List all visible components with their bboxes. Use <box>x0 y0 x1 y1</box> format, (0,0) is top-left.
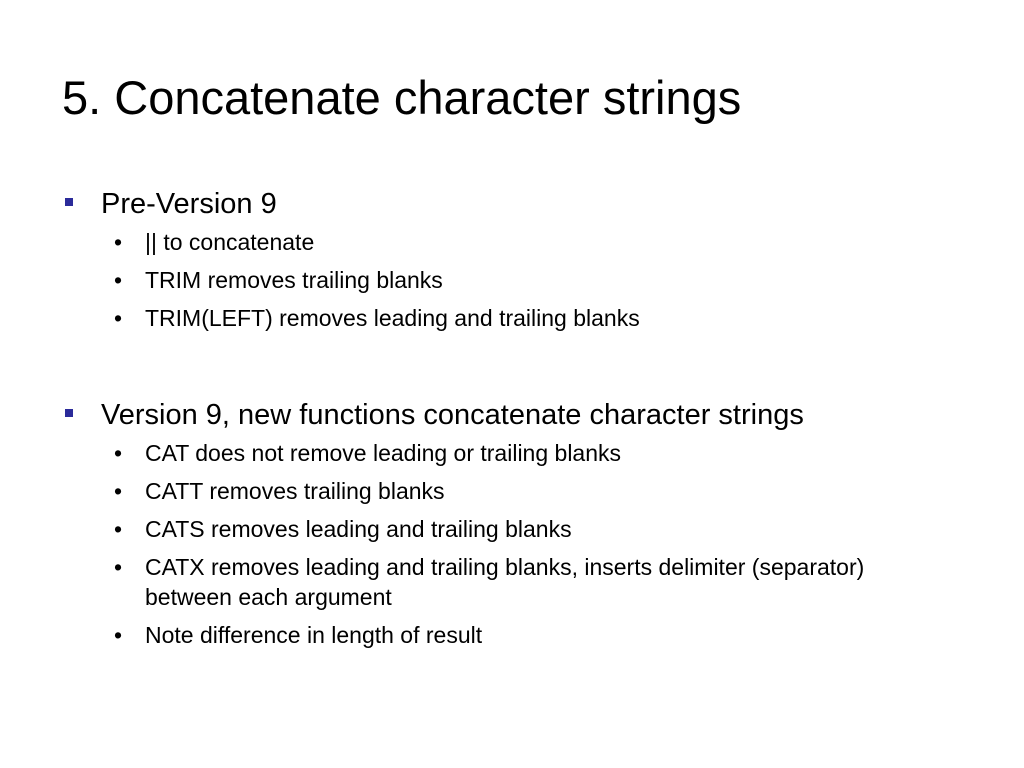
section-heading: Pre-Version 9 <box>101 188 277 220</box>
list-item <box>0 227 1024 265</box>
list-item <box>0 438 1024 476</box>
sub-bullet-list <box>0 438 1024 658</box>
list-item-text: || to concatenate <box>145 229 315 255</box>
list-item-text: TRIM removes trailing blanks <box>145 267 443 293</box>
dot-bullet-icon: • <box>114 478 123 504</box>
list-item <box>0 265 1024 303</box>
slide-title: 5. Concatenate character strings <box>62 71 742 124</box>
dot-bullet-icon: • <box>114 267 123 293</box>
level1-bullet-item <box>0 396 1024 438</box>
list-item-text: CATS removes leading and trailing blanks <box>145 516 572 542</box>
dot-bullet-icon: • <box>114 440 123 466</box>
square-bullet-icon <box>65 198 73 206</box>
section-pre-version-9 <box>0 185 1024 341</box>
list-item-text: CATT removes trailing blanks <box>145 478 445 504</box>
list-item <box>0 514 1024 552</box>
dot-bullet-icon: • <box>114 554 123 580</box>
dot-bullet-icon: • <box>114 516 123 542</box>
list-item <box>0 476 1024 514</box>
section-heading: Version 9, new functions concatenate character strings <box>101 399 804 431</box>
square-bullet-icon <box>65 409 73 417</box>
dot-bullet-icon: • <box>114 305 123 331</box>
list-item-text: TRIM(LEFT) removes leading and trailing blanks <box>145 305 640 331</box>
list-item-text: CATX removes leading and trailing blanks, inserts delimiter (separator) between each argument <box>145 554 865 610</box>
list-item-text: Note difference in length of result <box>145 622 483 648</box>
sub-bullet-list <box>0 227 1024 341</box>
level1-bullet-item <box>0 185 1024 227</box>
section-version-9 <box>0 396 1024 658</box>
list-item <box>0 552 1024 620</box>
list-item <box>0 303 1024 341</box>
dot-bullet-icon: • <box>114 622 123 648</box>
dot-bullet-icon: • <box>114 229 123 255</box>
list-item <box>0 620 1024 658</box>
list-item-text: CAT does not remove leading or trailing blanks <box>145 440 622 466</box>
